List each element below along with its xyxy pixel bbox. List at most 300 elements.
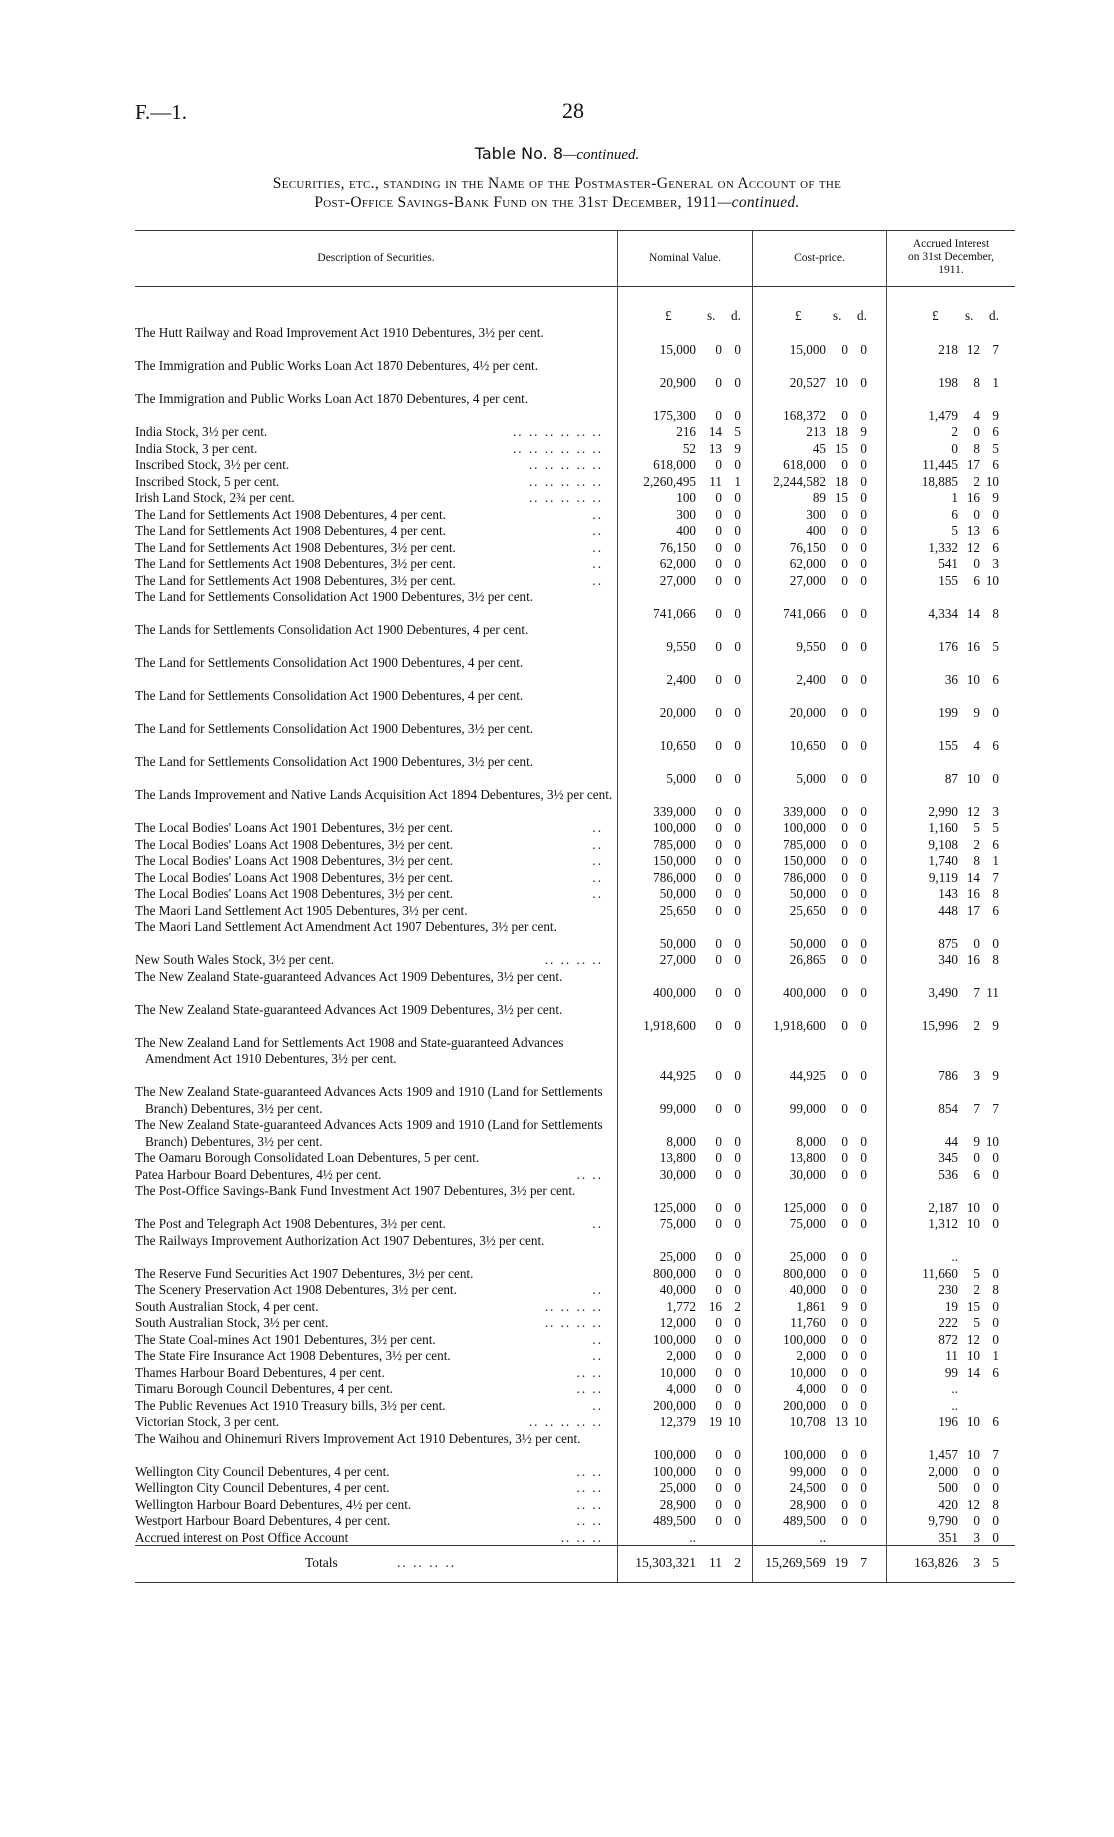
table-row xyxy=(135,1084,1015,1117)
cost-pence: 0 xyxy=(860,869,867,885)
security-description: Wellington City Council Debentures, 4 per cent. xyxy=(135,1463,390,1479)
security-description: Thames Harbour Board Debentures, 4 per cent. xyxy=(135,1364,385,1380)
accrued-shillings: 4 xyxy=(973,407,980,423)
nominal-shillings: 0 xyxy=(715,638,722,654)
accrued-pence: 0 xyxy=(992,1315,999,1330)
security-description: The Land for Settlements Consolidation Act 1900 Debentures, 4 per cent. xyxy=(135,688,524,703)
cost-pence: 0 xyxy=(860,853,867,868)
nominal-pence: 0 xyxy=(734,803,741,819)
column-header-cost: Cost-price. xyxy=(794,252,845,264)
table-row xyxy=(135,391,1015,424)
accrued-pence: 9 xyxy=(992,1018,999,1033)
table-row xyxy=(135,1348,1015,1365)
cost-pence: 0 xyxy=(860,1496,867,1512)
nominal-pence: 0 xyxy=(734,1496,741,1512)
table-row xyxy=(135,903,1015,920)
nominal-shillings: 0 xyxy=(715,886,722,901)
leader-dots: .. .. .. .. .. .. xyxy=(512,440,603,456)
nominal-shillings: 0 xyxy=(715,1513,722,1528)
accrued-pounds: 786 xyxy=(938,1067,958,1083)
accrued-shillings: 4 xyxy=(973,737,980,753)
security-description: Patea Harbour Board Debentures, 4½ per cent. xyxy=(135,1166,382,1182)
nominal-shillings: 0 xyxy=(715,737,722,753)
accrued-pounds: 99 xyxy=(944,1364,958,1380)
nominal-pounds: 100,000 xyxy=(653,1447,696,1462)
nominal-shillings: 0 xyxy=(715,374,722,390)
cost-pence: 0 xyxy=(860,952,867,967)
accrued-pounds: 199 xyxy=(938,704,958,720)
cost-shillings: 0 xyxy=(841,407,848,423)
cost-shillings: 0 xyxy=(841,886,848,901)
security-description: The Local Bodies' Loans Act 1901 Debentures, 3½ per cent. xyxy=(135,820,454,835)
table-row xyxy=(135,1464,1015,1481)
cost-pence: 9 xyxy=(860,424,867,439)
cost-pounds: 489,500 xyxy=(783,1513,826,1528)
cost-pounds: 99,000 xyxy=(789,1100,826,1116)
accrued-pounds: .. xyxy=(951,1397,958,1413)
accrued-pence: 6 xyxy=(992,737,999,753)
security-description: The Land for Settlements Act 1908 Debentures, 3½ per cent. xyxy=(135,539,456,555)
cost-pence: 0 xyxy=(860,1480,867,1495)
table-row xyxy=(135,655,1015,688)
accrued-shillings: 3 xyxy=(973,1067,980,1083)
nominal-shillings: 0 xyxy=(715,1397,722,1413)
nominal-shillings: 16 xyxy=(708,1298,722,1314)
totals-dots: .. .. .. .. xyxy=(397,1555,457,1570)
accrued-pounds: .. xyxy=(951,1249,958,1264)
table-row xyxy=(135,1282,1015,1299)
nominal-shillings: 0 xyxy=(715,820,722,835)
table-row xyxy=(135,1431,1015,1464)
cost-shillings: 0 xyxy=(841,737,848,753)
security-description: The Land for Settlements Act 1908 Debentures, 3½ per cent. xyxy=(135,572,456,588)
nominal-shillings: 0 xyxy=(715,1348,722,1363)
leader-dots: .. .. xyxy=(576,1381,603,1396)
accrued-pence: 0 xyxy=(992,1513,999,1528)
cost-pence: 0 xyxy=(860,1331,867,1347)
security-description: Inscribed Stock, 5 per cent. xyxy=(135,473,280,489)
nominal-pounds: 25,000 xyxy=(659,1480,696,1495)
nominal-pounds: 150,000 xyxy=(653,853,696,868)
cost-shillings: 0 xyxy=(841,1513,848,1528)
nominal-pence: 0 xyxy=(734,935,741,951)
table-row xyxy=(135,1216,1015,1233)
nominal-pence: 5 xyxy=(734,424,741,439)
accrued-pence: 10 xyxy=(985,572,999,588)
nominal-pounds: 28,900 xyxy=(659,1496,696,1512)
nominal-pence: 0 xyxy=(734,1315,741,1330)
table-row xyxy=(135,1150,1015,1167)
accrued-pence: 6 xyxy=(992,424,999,439)
accrued-pence: 8 xyxy=(992,605,999,621)
cost-pounds: 339,000 xyxy=(783,803,826,819)
leader-dots: .. .. xyxy=(576,1513,603,1528)
header-bottom-rule xyxy=(135,286,1015,287)
table-row xyxy=(135,573,1015,590)
accrued-shillings: 2 xyxy=(973,1282,980,1297)
cost-pounds: 2,000 xyxy=(796,1348,826,1363)
nominal-shillings: 0 xyxy=(715,523,722,538)
cost-shillings: 15 xyxy=(834,490,848,505)
nominal-shillings: 0 xyxy=(715,572,722,588)
table-bottom-rule xyxy=(135,1582,1015,1583)
nominal-pounds: 75,000 xyxy=(659,1216,696,1231)
accrued-pounds: 6 xyxy=(951,506,958,522)
security-description: The Maori Land Settlement Act Amendment Act 1907 Debentures, 3½ per cent. xyxy=(135,919,557,934)
leader-dots: .. xyxy=(592,539,603,555)
cost-pounds: 26,865 xyxy=(789,952,826,967)
cost-shillings: 0 xyxy=(841,1249,848,1264)
accrued-pence: 7 xyxy=(992,341,999,357)
accrued-pounds: 345 xyxy=(938,1150,958,1165)
accrued-shillings: 2 xyxy=(973,1018,980,1033)
nominal-shillings: 19 xyxy=(708,1414,722,1429)
cost-pounds: 20,000 xyxy=(789,704,826,720)
nominal-shillings: 0 xyxy=(715,1265,722,1281)
accrued-pence: 9 xyxy=(992,407,999,423)
leader-dots: .. xyxy=(592,506,603,522)
leader-dots: .. .. .. .. .. xyxy=(528,473,603,489)
cost-pence: 0 xyxy=(860,440,867,456)
table-row xyxy=(135,441,1015,458)
cost-pounds: 400 xyxy=(806,523,826,538)
cost-pounds: 30,000 xyxy=(789,1166,826,1182)
currency-units-row xyxy=(135,308,1015,325)
table-row xyxy=(135,622,1015,655)
leader-dots: .. xyxy=(592,836,603,852)
accrued-pounds: 2,187 xyxy=(928,1199,958,1215)
accrued-pounds: 2,990 xyxy=(928,803,958,819)
cost-shillings: 0 xyxy=(841,1100,848,1116)
nominal-shillings: 0 xyxy=(715,1216,722,1231)
nominal-pounds: 9,550 xyxy=(666,638,696,654)
nominal-pounds: 2,000 xyxy=(666,1348,696,1363)
accrued-pence: 0 xyxy=(992,704,999,720)
nominal-shillings: 0 xyxy=(715,935,722,951)
accrued-pence: 7 xyxy=(992,1447,999,1462)
table-row xyxy=(135,787,1015,820)
nominal-pence: 0 xyxy=(734,457,741,472)
security-description: The Land for Settlements Consolidation Act 1900 Debentures, 4 per cent. xyxy=(135,655,524,670)
cost-shillings: 0 xyxy=(841,1067,848,1083)
accrued-shillings: 8 xyxy=(973,374,980,390)
securities-table-body xyxy=(135,308,1015,1546)
security-description: The Local Bodies' Loans Act 1908 Debentures, 3½ per cent. xyxy=(135,836,454,852)
cost-shillings: 0 xyxy=(841,902,848,918)
cost-pounds: 150,000 xyxy=(783,853,826,868)
accrued-shillings: 10 xyxy=(966,671,980,687)
table-row xyxy=(135,721,1015,754)
table-row xyxy=(135,457,1015,474)
table-row xyxy=(135,870,1015,887)
cost-pounds: 10,000 xyxy=(789,1364,826,1380)
table-row xyxy=(135,1530,1015,1547)
leader-dots: .. xyxy=(592,556,603,571)
nominal-pounds: 786,000 xyxy=(653,869,696,885)
cost-pence: 0 xyxy=(860,506,867,522)
accrued-pence: 10 xyxy=(985,473,999,489)
cost-shillings: 0 xyxy=(841,341,848,357)
accrued-shillings: 8 xyxy=(973,440,980,456)
accrued-shillings: 16 xyxy=(966,638,980,654)
cost-pounds: 100,000 xyxy=(783,1447,826,1462)
cost-shillings: 0 xyxy=(841,1150,848,1165)
cost-pence: 10 xyxy=(853,1414,867,1429)
table-row xyxy=(135,490,1015,507)
cost-shillings: 0 xyxy=(841,770,848,786)
cost-shillings: 10 xyxy=(834,374,848,390)
nominal-shillings: 0 xyxy=(715,869,722,885)
accrued-shillings: 5 xyxy=(973,1315,980,1330)
cost-pence: 0 xyxy=(860,1513,867,1528)
cost-pence: 0 xyxy=(860,770,867,786)
security-description: India Stock, 3½ per cent. xyxy=(135,424,268,439)
accrued-pence: 6 xyxy=(992,457,999,472)
security-description: The Public Revenues Act 1910 Treasury bills, 3½ per cent. xyxy=(135,1397,446,1413)
accrued-pence: 0 xyxy=(992,506,999,522)
cost-pence: 0 xyxy=(860,1447,867,1462)
totals-nominal-pence: 2 xyxy=(734,1555,741,1570)
nominal-shillings: 0 xyxy=(715,1463,722,1479)
nominal-pence: 0 xyxy=(734,490,741,505)
cost-pence: 0 xyxy=(860,407,867,423)
nominal-pounds: 216 xyxy=(676,424,696,439)
cost-pounds: 10,650 xyxy=(789,737,826,753)
cost-shillings: 0 xyxy=(841,704,848,720)
cost-pounds: 76,150 xyxy=(789,539,826,555)
accrued-pence: 5 xyxy=(992,638,999,654)
nominal-pounds: 27,000 xyxy=(659,952,696,967)
table-row xyxy=(135,1332,1015,1349)
nominal-shillings: 0 xyxy=(715,490,722,505)
accrued-pence: 5 xyxy=(992,820,999,835)
nominal-pounds: 785,000 xyxy=(653,836,696,852)
subtitle-line-2-text: Post-Office Savings-Bank Fund on the 31st December, 1911 xyxy=(314,194,718,211)
nominal-shillings: 0 xyxy=(715,803,722,819)
accrued-pence: 0 xyxy=(992,1216,999,1231)
cost-shillings: 0 xyxy=(841,1018,848,1033)
accrued-shillings: 14 xyxy=(966,869,980,885)
accrued-shillings: 10 xyxy=(966,1199,980,1215)
nominal-pence: 0 xyxy=(734,1282,741,1297)
leader-dots: .. xyxy=(592,1348,603,1363)
nominal-shillings: 0 xyxy=(715,605,722,621)
nominal-pounds: 400,000 xyxy=(653,985,696,1000)
nominal-pence: 0 xyxy=(734,374,741,390)
nominal-shillings: 0 xyxy=(715,1447,722,1462)
column-header-accrued-line-3: 1911. xyxy=(938,264,964,276)
security-description: South Australian Stock, 4 per cent. xyxy=(135,1298,319,1314)
nominal-pence: 0 xyxy=(734,523,741,538)
nominal-shillings: 0 xyxy=(715,457,722,472)
totals-accrued-pence: 5 xyxy=(992,1555,999,1570)
cost-shillings: 0 xyxy=(841,985,848,1000)
accrued-pounds: 176 xyxy=(938,638,958,654)
accrued-shillings: 12 xyxy=(966,803,980,819)
accrued-pounds: 1,332 xyxy=(928,539,958,555)
cost-pence: 0 xyxy=(860,1018,867,1033)
accrued-pounds: 0 xyxy=(951,440,958,456)
accrued-pounds: 218 xyxy=(938,341,958,357)
accrued-shillings: 0 xyxy=(973,1480,980,1495)
accrued-pence: 6 xyxy=(992,836,999,852)
cost-pounds: 9,550 xyxy=(796,638,826,654)
nominal-pounds: 4,000 xyxy=(666,1381,696,1396)
nominal-pounds: 44,925 xyxy=(659,1067,696,1083)
document-reference: F.—1. xyxy=(135,100,187,124)
accrued-pence: 6 xyxy=(992,539,999,555)
security-description: Timaru Borough Council Debentures, 4 per cent. xyxy=(135,1381,394,1396)
cost-pound-unit: £ xyxy=(795,308,802,323)
nominal-pence: 0 xyxy=(734,671,741,687)
cost-pence: 0 xyxy=(860,1150,867,1165)
cost-pounds: 2,400 xyxy=(796,671,826,687)
nominal-pence: 0 xyxy=(734,1364,741,1380)
security-description: The New Zealand State-guaranteed Advances Act 1909 Debentures, 3½ per cent. xyxy=(135,968,563,984)
table-row xyxy=(135,1480,1015,1497)
cost-pounds: 168,372 xyxy=(783,407,826,423)
cost-pence: 0 xyxy=(860,1067,867,1083)
cost-shillings: 18 xyxy=(834,424,848,439)
nominal-pence: 0 xyxy=(734,836,741,852)
cost-pounds: 99,000 xyxy=(789,1463,826,1479)
cost-pounds: 62,000 xyxy=(789,556,826,571)
accrued-pence: 1 xyxy=(992,853,999,868)
table-row xyxy=(135,325,1015,358)
accrued-pence: 6 xyxy=(992,671,999,687)
table-row xyxy=(135,507,1015,524)
accrued-pounds: 9,119 xyxy=(928,869,958,885)
leader-dots: .. .. .. .. xyxy=(544,1298,603,1314)
cost-shillings: 0 xyxy=(841,556,848,571)
accrued-shillings: 9 xyxy=(973,704,980,720)
cost-pence: 0 xyxy=(860,1315,867,1330)
subtitle-line-2-continued: —continued. xyxy=(717,194,800,211)
leader-dots: .. xyxy=(592,523,603,538)
cost-pence: 0 xyxy=(860,1265,867,1281)
table-title xyxy=(0,144,1114,164)
security-description: The State Coal-mines Act 1901 Debentures, 3½ per cent. xyxy=(135,1331,436,1347)
cost-pence: 0 xyxy=(860,886,867,901)
accrued-pounds: 1 xyxy=(951,490,958,505)
nominal-pence: 0 xyxy=(734,1463,741,1479)
nominal-pence: 0 xyxy=(734,1513,741,1528)
security-description: The Reserve Fund Securities Act 1907 Debentures, 3½ per cent. xyxy=(135,1265,474,1281)
accrued-pence: 3 xyxy=(992,556,999,571)
nominal-pence: 0 xyxy=(734,341,741,357)
nominal-pence: 0 xyxy=(734,1381,741,1396)
accrued-pence: 0 xyxy=(992,1150,999,1165)
cost-pounds: 25,000 xyxy=(789,1249,826,1264)
nominal-pence: 0 xyxy=(734,605,741,621)
cost-pounds: 50,000 xyxy=(789,886,826,901)
table-row xyxy=(135,1398,1015,1415)
accrued-pounds: 500 xyxy=(938,1480,958,1495)
accrued-shillings: 10 xyxy=(966,1447,980,1462)
accrued-pence-unit: d. xyxy=(989,308,999,323)
table-top-rule xyxy=(135,230,1015,231)
cost-pence: 0 xyxy=(860,985,867,1000)
leader-dots: .. .. xyxy=(576,1496,603,1512)
nominal-shillings: 14 xyxy=(708,424,722,439)
nominal-shillings: 0 xyxy=(715,1381,722,1396)
leader-dots: .. xyxy=(592,1282,603,1297)
accrued-pence: 0 xyxy=(992,1463,999,1479)
totals-nominal-shillings: 11 xyxy=(709,1555,722,1570)
cost-shillings: 0 xyxy=(841,1331,848,1347)
nominal-shillings: 0 xyxy=(715,1067,722,1083)
nominal-pence: 0 xyxy=(734,1397,741,1413)
accrued-shillings: 0 xyxy=(973,1513,980,1528)
cost-pounds: 300 xyxy=(806,506,826,522)
totals-cost-pence: 7 xyxy=(860,1555,867,1570)
cost-shillings: 9 xyxy=(841,1298,848,1314)
accrued-pounds: 872 xyxy=(938,1331,958,1347)
accrued-shillings: 15 xyxy=(966,1298,980,1314)
cost-shillings: 0 xyxy=(841,1397,848,1413)
table-row xyxy=(135,969,1015,1002)
cost-pounds: 15,000 xyxy=(789,341,826,357)
accrued-shillings: 16 xyxy=(966,886,980,901)
security-description: The Maori Land Settlement Act 1905 Debentures, 3½ per cent. xyxy=(135,902,468,918)
totals-label: Totals xyxy=(305,1555,338,1570)
accrued-shillings: 5 xyxy=(973,1265,980,1281)
accrued-pence: 1 xyxy=(992,374,999,390)
nominal-pence: 0 xyxy=(734,853,741,868)
nominal-shillings: 0 xyxy=(715,902,722,918)
nominal-pence: 0 xyxy=(734,506,741,522)
accrued-shilling-unit: s. xyxy=(965,308,974,323)
accrued-pounds: 196 xyxy=(938,1414,958,1429)
security-description: The Land for Settlements Act 1908 Debentures, 3½ per cent. xyxy=(135,556,456,571)
cost-shillings: 0 xyxy=(841,1496,848,1512)
security-description: The Land for Settlements Consolidation Act 1900 Debentures, 3½ per cent. xyxy=(135,721,534,736)
accrued-pounds: 198 xyxy=(938,374,958,390)
table-row xyxy=(135,754,1015,787)
accrued-pounds: 448 xyxy=(938,902,958,918)
nominal-pence: 0 xyxy=(734,556,741,571)
accrued-pence: 8 xyxy=(992,1282,999,1297)
cost-pence: 0 xyxy=(860,556,867,571)
table-row xyxy=(135,688,1015,721)
cost-pence: 0 xyxy=(860,671,867,687)
leader-dots: .. xyxy=(592,869,603,885)
nominal-shilling-unit: s. xyxy=(707,308,716,323)
column-header-nominal: Nominal Value. xyxy=(649,252,721,264)
accrued-shillings: 14 xyxy=(966,1364,980,1380)
table-row xyxy=(135,1167,1015,1184)
security-description: The Oamaru Borough Consolidated Loan Debentures, 5 per cent. xyxy=(135,1150,480,1165)
nominal-shillings: 0 xyxy=(715,1150,722,1165)
nominal-shillings: 0 xyxy=(715,539,722,555)
nominal-pounds: 1,918,600 xyxy=(643,1018,696,1033)
leader-dots: .. xyxy=(592,886,603,901)
nominal-pence: 0 xyxy=(734,1018,741,1033)
accrued-pence: 6 xyxy=(992,1414,999,1429)
cost-pounds: 213 xyxy=(806,424,826,439)
security-description: Inscribed Stock, 3½ per cent. xyxy=(135,457,290,472)
security-description: The Local Bodies' Loans Act 1908 Debentures, 3½ per cent. xyxy=(135,886,454,901)
security-description: The New Zealand State-guaranteed Advances Act 1909 Debentures, 3½ per cent. xyxy=(135,1001,563,1017)
security-description: The Local Bodies' Loans Act 1908 Debentures, 3½ per cent. xyxy=(135,853,454,868)
accrued-pence: 3 xyxy=(992,803,999,819)
nominal-pence: 0 xyxy=(734,1480,741,1495)
nominal-pounds: 62,000 xyxy=(659,556,696,571)
nominal-shillings: 0 xyxy=(715,1249,722,1264)
security-description: The Lands Improvement and Native Lands Acquisition Act 1894 Debentures, 3½ per cent. xyxy=(135,787,613,802)
security-description: The New Zealand Land for Settlements Act 1908 and State-guaranteed Advances Amendment Act 1910 Debentures, 3½ per cent. xyxy=(135,1034,564,1066)
table-row xyxy=(135,474,1015,491)
